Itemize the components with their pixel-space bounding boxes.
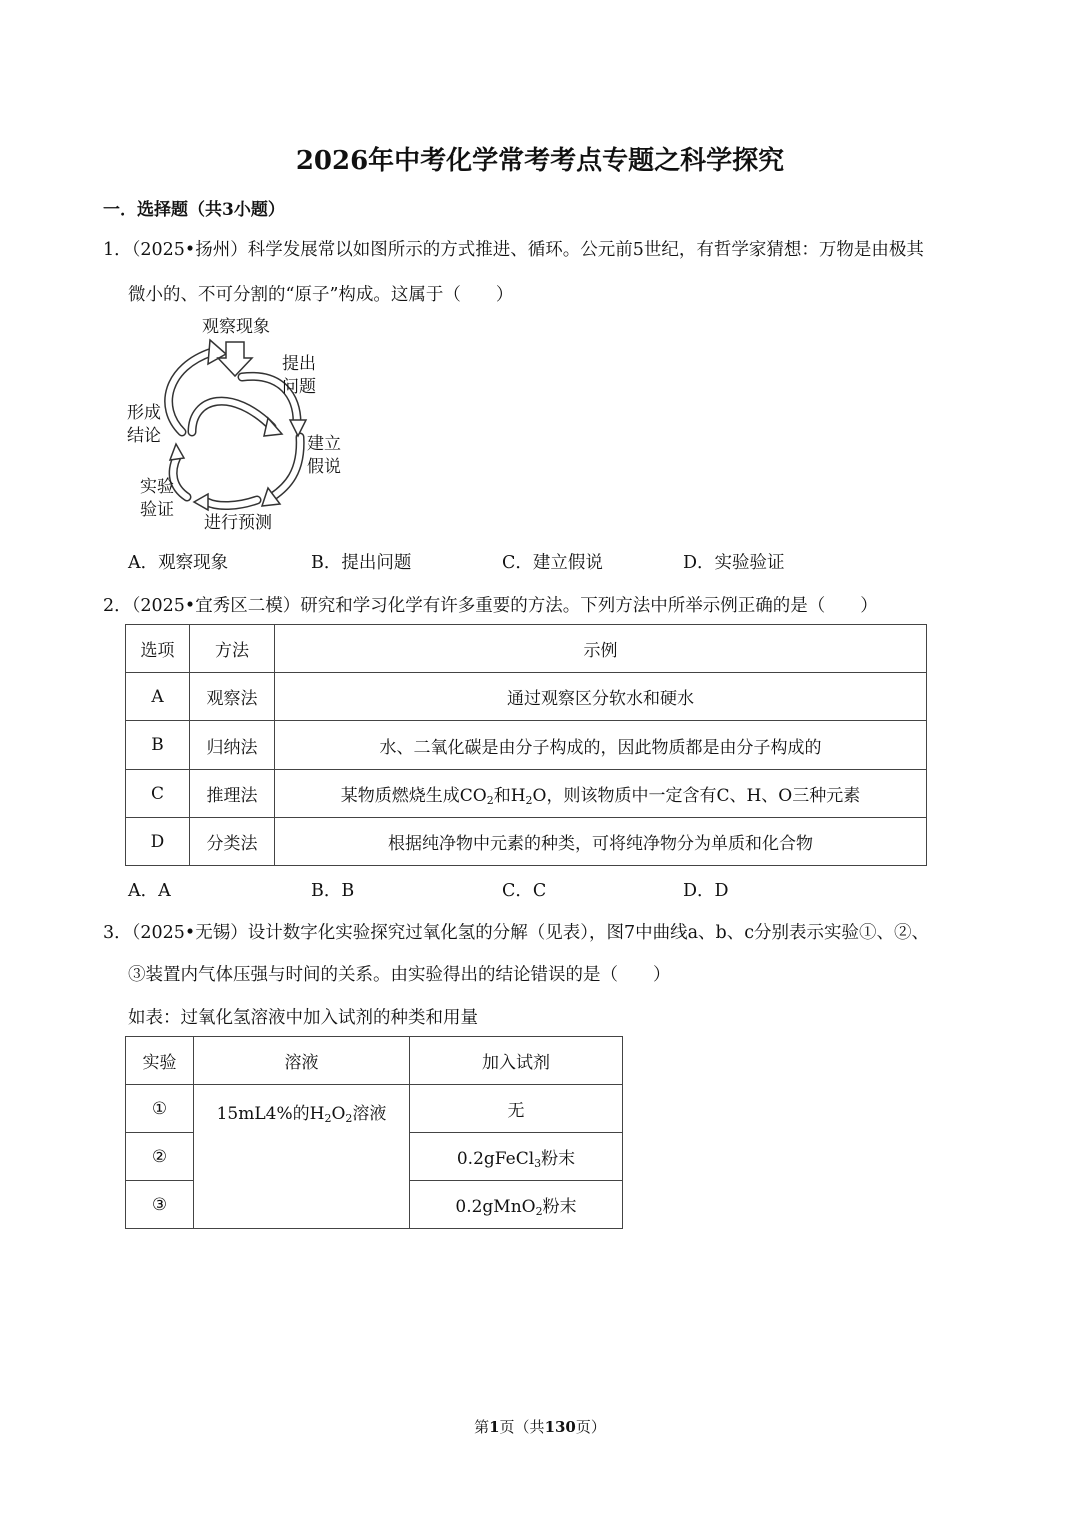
subscript: 2 [345, 1112, 353, 1125]
table-cell-option: A [126, 673, 190, 721]
table-cell-option: C [126, 770, 190, 818]
section-heading: 一．选择题（共3小题） [103, 200, 285, 220]
table-header-cell: 示例 [275, 625, 927, 673]
q1-option-a: A．观察现象 [128, 553, 229, 573]
table-cell-method: 分类法 [190, 818, 275, 866]
table-header-cell: 方法 [190, 625, 275, 673]
reagent-text-part: 0.2gFeCl [456, 1148, 535, 1169]
q3-table-note: 如表：过氧化氢溶液中加入试剂的种类和用量 [128, 1008, 478, 1028]
table-cell-method: 观察法 [190, 673, 275, 721]
diagram-label-conclude-2: 结论 [127, 426, 161, 446]
footer-mid: 页（共 [499, 1418, 545, 1436]
q3-line1: 3．（2025•无锡）设计数字化实验探究过氧化氢的分解（见表），图7中曲线a、b、c分别表示实验①、②、 [103, 923, 930, 943]
table-cell-experiment: ② [126, 1133, 194, 1181]
subscript: 2 [486, 793, 494, 807]
q3-line2: ③装置内气体压强与时间的关系。由实验得出的结论错误的是（ ） [128, 965, 671, 985]
table-cell-reagent [410, 1181, 623, 1229]
table-row [126, 673, 927, 721]
example-text-part: O，则该物质中一定含有C、H、O三种元素 [532, 785, 861, 806]
page-footer [0, 1416, 1080, 1437]
diagram-label-verify-1: 实验 [140, 477, 174, 497]
diagram-label-hypothesis-2: 假说 [307, 457, 341, 477]
table-header-row [126, 1037, 623, 1085]
q1-option-b: B．提出问题 [311, 553, 412, 573]
table-cell-example [275, 770, 927, 818]
table-cell-method: 推理法 [190, 770, 275, 818]
table-header-cell: 选项 [126, 625, 190, 673]
diagram-label-verify-2: 验证 [140, 500, 174, 520]
table-row [126, 721, 927, 770]
diagram-label-ask-2: 问题 [282, 377, 316, 397]
table-row [126, 818, 927, 866]
reagent-text-part: 粉末 [542, 1196, 577, 1217]
example-text-part: 某物质燃烧生成CO [340, 785, 487, 806]
footer-suffix: 页） [575, 1418, 606, 1436]
q2-option-c: C．C [502, 881, 547, 901]
subscript: 3 [534, 1156, 542, 1170]
q3-experiment-table [125, 1036, 623, 1229]
footer-page-number: 1 [489, 1418, 500, 1436]
table-cell-experiment: ③ [126, 1181, 194, 1229]
diagram-label-observe: 观察现象 [202, 317, 270, 337]
q2-option-a: A．A [128, 881, 171, 901]
footer-total-pages: 130 [544, 1418, 576, 1436]
q1-line2: 微小的、不可分割的“原子”构成。这属于（ ） [128, 285, 514, 305]
table-row [126, 1085, 623, 1133]
solution-text-part: 15mL4%的H [216, 1104, 325, 1124]
q2-line1: 2．（2025•宜秀区二模）研究和学习化学有许多重要的方法。下列方法中所举示例正确的是（ ） [103, 596, 878, 616]
diagram-label-conclude-1: 形成 [127, 403, 161, 423]
table-header-row [126, 625, 927, 673]
subscript: 2 [525, 793, 533, 807]
q2-option-d: D．D [683, 881, 729, 901]
footer-prefix: 第 [474, 1418, 490, 1436]
q2-option-b: B．B [311, 881, 355, 901]
diagram-label-hypothesis-1: 建立 [307, 434, 341, 454]
reagent-text-part: 粉末 [541, 1148, 576, 1169]
diagram-label-predict: 进行预测 [204, 513, 272, 533]
table-cell-experiment: ① [126, 1085, 194, 1133]
q2-methods-table [125, 624, 927, 866]
table-cell-option: B [126, 721, 190, 770]
table-header-cell: 溶液 [194, 1037, 410, 1085]
q1-option-d: D．实验验证 [683, 553, 785, 573]
table-cell-example: 通过观察区分软水和硬水 [275, 673, 927, 721]
q1-option-c: C．建立假说 [502, 553, 603, 573]
subscript: 2 [535, 1204, 543, 1218]
table-header-cell: 加入试剂 [410, 1037, 623, 1085]
solution-text-part: O [331, 1104, 346, 1124]
table-cell-option: D [126, 818, 190, 866]
solution-text-part: 溶液 [352, 1104, 387, 1124]
q1-line1: 1．（2025•扬州）科学发展常以如图所示的方式推进、循环。公元前5世纪，有哲学家猜想：万物是由极其 [103, 240, 924, 260]
subscript: 2 [324, 1112, 332, 1125]
table-cell-method: 归纳法 [190, 721, 275, 770]
diagram-label-ask-1: 提出 [282, 354, 316, 374]
science-cycle-diagram [122, 312, 352, 540]
reagent-text-part: 0.2gMnO [455, 1196, 536, 1217]
table-cell-example: 根据纯净物中元素的种类，可将纯净物分为单质和化合物 [275, 818, 927, 866]
table-cell-reagent [410, 1133, 623, 1181]
table-cell-reagent: 无 [410, 1085, 623, 1133]
table-cell-solution [194, 1085, 410, 1229]
table-row [126, 770, 927, 818]
example-text-part: 和H [493, 785, 526, 806]
table-header-cell: 实验 [126, 1037, 194, 1085]
page-title: 2026年中考化学常考考点专题之科学探究 [295, 146, 785, 176]
table-cell-example: 水、二氧化碳是由分子构成的，因此物质都是由分子构成的 [275, 721, 927, 770]
